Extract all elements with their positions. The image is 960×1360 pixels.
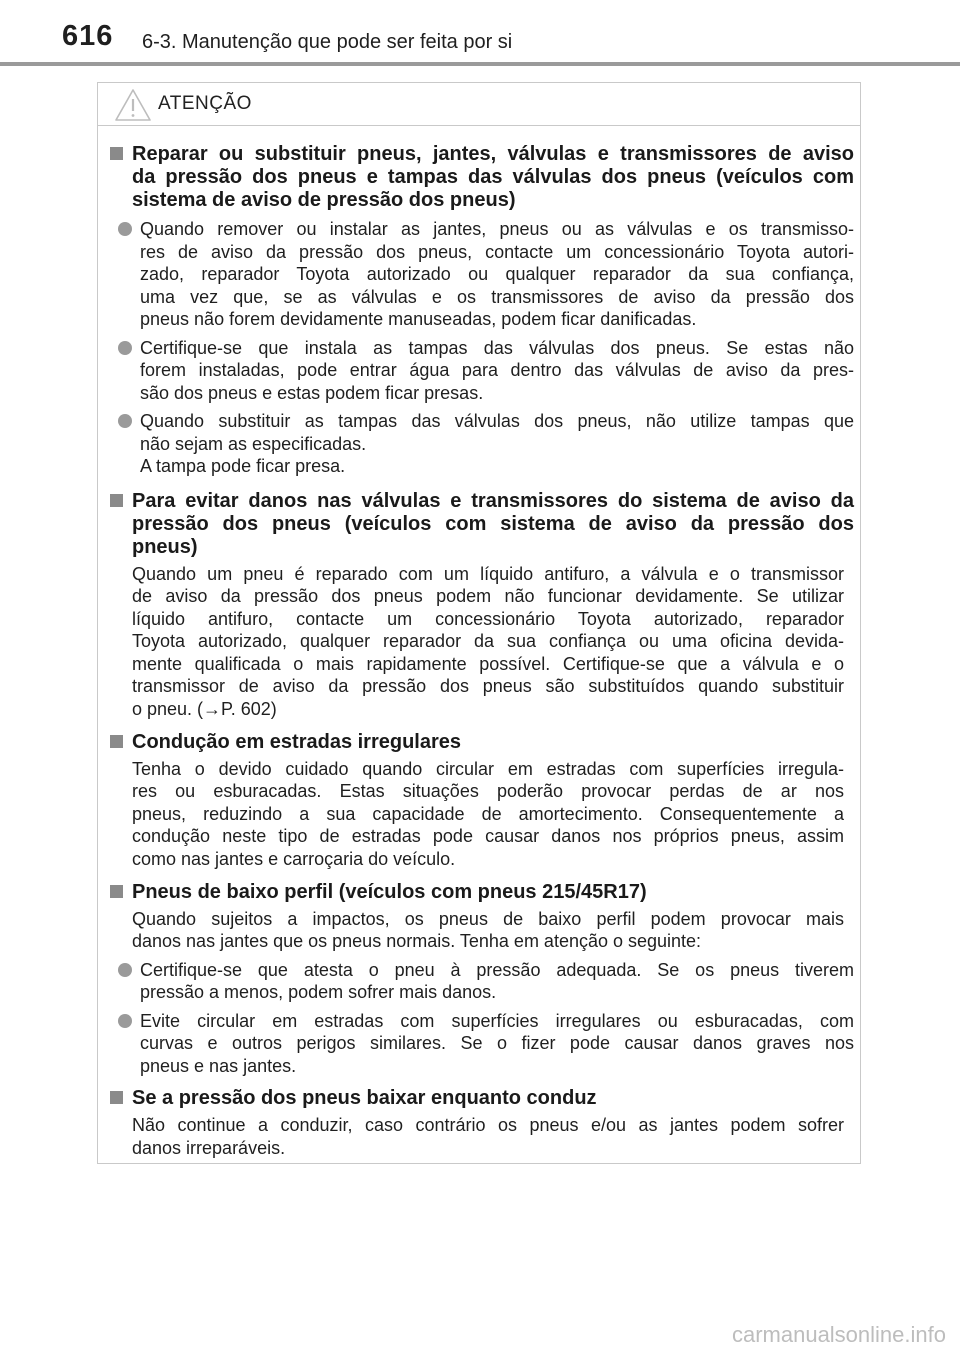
caution-box (97, 82, 861, 1164)
square-bullet-icon (110, 735, 123, 748)
bullet-item (106, 959, 854, 1004)
paragraph-line: condução neste tipo de estradas pode causar danos nos próprios pneus, assim (132, 826, 844, 847)
bullet-line: curvas e outros perigos similares. Se o fizer pode causar danos graves nos (140, 1033, 854, 1054)
bullet-line: A tampa pode ficar presa. (140, 456, 346, 476)
bullet-item (106, 410, 854, 478)
section-heading (106, 1087, 854, 1110)
bullet-line: pressão a menos, podem sofrer mais danos. (140, 982, 497, 1003)
bullet-line: Quando substituir as tampas das válvulas dos pneus, não utilize tampas que (140, 411, 854, 431)
page-number: 616 (62, 20, 114, 52)
section-heading (106, 881, 854, 904)
bullet-line: res de aviso da pressão dos pneus, contacte um concessionário Toyota autori- (140, 241, 854, 262)
bullet-line: Evite circular em estradas com superfícies irregulares ou esburacadas, com (140, 1010, 854, 1031)
paragraph-line: Tenha o devido cuidado quando circular em estradas com superfícies irregula- (132, 758, 844, 779)
page-header (0, 0, 960, 70)
round-bullet-icon (118, 1014, 132, 1028)
bullet-item (106, 218, 854, 331)
section-title: 6-3. Manutenção que pode ser feita por si (142, 31, 513, 53)
paragraph-line: danos irreparáveis. (132, 1137, 286, 1158)
bullet-line: Quando remover ou instalar as jantes, pneus ou as válvulas e os transmisso- (140, 219, 854, 239)
bullet-line: zado, reparador Toyota autorizado ou qualquer reparador da sua confiança, (140, 264, 854, 284)
square-bullet-icon (110, 494, 123, 507)
heading-line: Se a pressão dos pneus baixar enquanto conduz (132, 1087, 597, 1110)
section-paragraph (132, 1114, 844, 1159)
bullet-item (106, 1010, 854, 1078)
heading-line: sistema de aviso de pressão dos pneus) (132, 189, 516, 211)
paragraph-line: Quando sujeitos a impactos, os pneus de baixo perfil podem provocar mais (132, 908, 844, 929)
caution-content (98, 143, 862, 1160)
round-bullet-icon (118, 222, 132, 236)
paragraph-line: líquido antifuro, contacte um concessionário Toyota autorizado, reparador (132, 608, 844, 629)
square-bullet-icon (110, 885, 123, 898)
section-paragraph (132, 563, 844, 721)
section-paragraph (132, 908, 844, 953)
header-divider (0, 62, 960, 66)
paragraph-line: transmissor de aviso da pressão dos pneus são substituídos quando substituir (132, 676, 844, 697)
round-bullet-icon (118, 341, 132, 355)
heading-line: da pressão dos pneus e tampas das válvulas dos pneus (veículos com (132, 166, 854, 188)
paragraph-line: mente qualificada o mais rapidamente possível. Certifique-se que a válvula e o (132, 653, 844, 674)
paragraph-line: o pneu. (→P. 602) (132, 699, 277, 720)
square-bullet-icon (110, 147, 123, 160)
paragraph-line: Quando um pneu é reparado com um líquido antifuro, a válvula e o transmissor (132, 563, 844, 584)
caution-label: ATENÇÃO (158, 93, 252, 114)
paragraph-line: como nas jantes e carroçaria do veículo. (132, 849, 456, 870)
bullet-line: pneus e nas jantes. (140, 1055, 297, 1076)
section-paragraph (132, 758, 844, 871)
caution-section (98, 1087, 862, 1159)
section-heading (106, 490, 854, 559)
bullet-line: não sejam as especificadas. (140, 433, 367, 454)
heading-line: Para evitar danos nas válvulas e transmissores do sistema de aviso da (132, 489, 854, 512)
paragraph-line: res ou esburacadas. Estas situações poderão provocar perdas de ar nos (132, 781, 844, 802)
heading-line: Reparar ou substituir pneus, jantes, válvulas e transmissores de aviso (132, 143, 854, 165)
bullet-item (106, 337, 854, 405)
bullet-line: Certifique-se que instala as tampas das válvulas dos pneus. Se estas não (140, 337, 854, 358)
caution-section (98, 490, 862, 721)
heading-line: pressão dos pneus (veículos com sistema de aviso da pressão dos (132, 512, 854, 535)
heading-line: pneus) (132, 535, 198, 558)
section-heading (106, 143, 854, 212)
caution-header (98, 83, 860, 126)
caution-section (98, 143, 862, 478)
heading-line: Pneus de baixo perfil (veículos com pneus 215/45R17) (132, 880, 647, 903)
round-bullet-icon (118, 963, 132, 977)
caution-section (98, 881, 862, 1078)
round-bullet-icon (118, 414, 132, 428)
paragraph-line: Toyota autorizado, qualquer reparador da sua confiança ou uma oficina devida- (132, 631, 844, 652)
bullet-line: são dos pneus e estas podem ficar presas. (140, 382, 484, 403)
bullet-line: uma vez que, se as válvulas e os transmissores de aviso da pressão dos (140, 286, 854, 307)
paragraph-line: Não continue a conduzir, caso contrário os pneus e/ou as jantes podem sofrer (132, 1115, 844, 1136)
bullet-line: forem instaladas, pode entrar água para dentro das válvulas de aviso da pres- (140, 360, 854, 380)
warning-triangle-icon (114, 88, 152, 122)
paragraph-line: de aviso da pressão dos pneus podem não funcionar devidamente. Se utilizar (132, 586, 844, 607)
bullet-line: Certifique-se que atesta o pneu à pressão adequada. Se os pneus tiverem (140, 959, 854, 980)
paragraph-line: pneus, reduzindo a sua capacidade de amortecimento. Consequentemente a (132, 803, 844, 824)
caution-section (98, 731, 862, 871)
section-heading (106, 731, 854, 754)
watermark: carmanualsonline.info (731, 1322, 946, 1347)
bullet-line: pneus não forem devidamente manuseadas, podem ficar danificadas. (140, 309, 697, 329)
paragraph-line: danos nas jantes que os pneus normais. Tenha em atenção o seguinte: (132, 931, 702, 952)
square-bullet-icon (110, 1091, 123, 1104)
heading-line: Condução em estradas irregulares (132, 730, 462, 753)
